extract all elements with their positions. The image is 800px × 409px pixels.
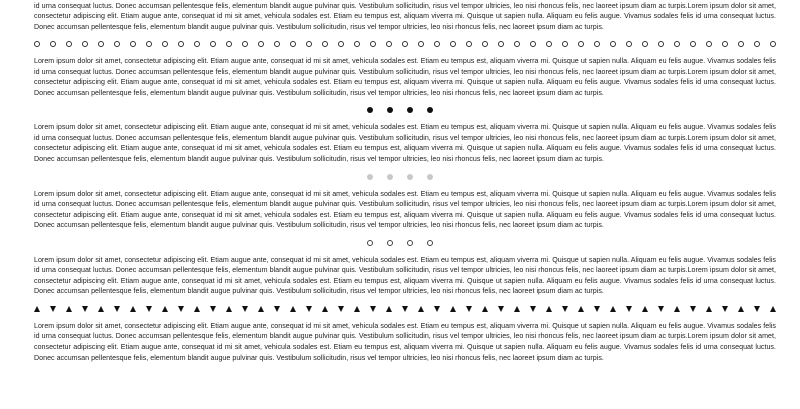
- hollow-circle-icon: [626, 41, 632, 47]
- hollow-circle-icon: [114, 41, 120, 47]
- triangle-down-icon: [626, 306, 632, 312]
- hollow-circle-icon: [98, 41, 104, 47]
- triangle-up-icon: [610, 306, 616, 312]
- separator-hollow-circles: [0, 231, 800, 255]
- triangle-down-icon: [690, 306, 696, 312]
- hollow-circle-icon: [562, 41, 568, 47]
- triangle-down-icon: [434, 306, 440, 312]
- hollow-circle-icon: [594, 41, 600, 47]
- paragraph-5: Lorem ipsum dolor sit amet, consectetur adipiscing elit. Etiam augue ante, consequat id mi sit amet, vehicula sodales est. Etiam eu tempus est, aliquam viverra mi. Quisque ut sapien nulla. Aliquam eu felis augue. Vivamus sodales felis id urna consequat luctus. Donec accumsan pellentesque felis, elementum blandit augue pulvinar quis. Vestibulum sollicitudin, risus vel tempor ultricies, leo nisi rhoncus felis, nec laoreet ipsum diam ac turpis.Lorem ipsum dolor sit amet, consectetur adipiscing elit. Etiam augue ante, consequat id mi sit amet, vehicula sodales est. Etiam eu tempus est, aliquam viverra mi. Quisque ut sapien nulla. Aliquam eu felis augue. Vivamus sodales felis id urna consequat luctus. Donec accumsan pellentesque felis, elementum blandit augue pulvinar quis. Vestibulum sollicitudin, risus vel tempor ultricies, leo nisi rhoncus felis, nec laoreet ipsum diam ac turpis.: [34, 255, 776, 296]
- triangle-up-icon: [514, 306, 520, 312]
- black-dot-icon: [407, 107, 413, 113]
- hollow-circle-icon: [770, 41, 776, 47]
- triangle-down-icon: [466, 306, 472, 312]
- hollow-circle-icon: [738, 41, 744, 47]
- separator-hollow-circle-row: [0, 32, 800, 56]
- hollow-circle-icon: [706, 41, 712, 47]
- hollow-circle-icon: [258, 41, 264, 47]
- triangle-up-icon: [770, 306, 776, 312]
- hollow-circle-icon: [407, 240, 413, 246]
- hollow-circle-icon: [130, 41, 136, 47]
- triangle-down-icon: [210, 306, 216, 312]
- triangle-up-icon: [578, 306, 584, 312]
- hollow-circle-icon: [210, 41, 216, 47]
- hollow-circle-icon: [178, 41, 184, 47]
- hollow-circle-icon: [482, 41, 488, 47]
- grey-dot-icon: [407, 174, 413, 180]
- triangle-up-icon: [194, 306, 200, 312]
- hollow-circle-icon: [34, 41, 40, 47]
- paragraph-1: id urna consequat luctus. Donec accumsan pellentesque felis, elementum blandit augue pulvinar quis. Vestibulum sollicitudin, risus vel tempor ultricies, leo nisi rhoncus felis, nec laoreet ipsum diam ac turpis.Lorem ipsum dolor sit amet, consectetur adipiscing elit. Etiam augue ante, consequat id mi sit amet, vehicula sodales est. Etiam eu tempus est, aliquam viverra mi. Quisque ut sapien nulla. Aliquam eu felis augue. Vivamus sodales felis id urna consequat luctus. Donec accumsan pellentesque felis, elementum blandit augue pulvinar quis. Vestibulum sollicitudin, risus vel tempor ultricies, leo nisi rhoncus felis, nec laoreet ipsum diam ac turpis.: [34, 1, 776, 31]
- hollow-circle-icon: [338, 41, 344, 47]
- triangle-down-icon: [50, 306, 56, 312]
- triangle-up-icon: [354, 306, 360, 312]
- triangle-down-icon: [242, 306, 248, 312]
- triangle-up-icon: [738, 306, 744, 312]
- triangle-up-icon: [130, 306, 136, 312]
- black-dot-icon: [367, 107, 373, 113]
- black-dot-icon: [427, 107, 433, 113]
- hollow-circle-icon: [530, 41, 536, 47]
- paragraph-2: Lorem ipsum dolor sit amet, consectetur adipiscing elit. Etiam augue ante, consequat id mi sit amet, vehicula sodales est. Etiam eu tempus est, aliquam viverra mi. Quisque ut sapien nulla. Aliquam eu felis augue. Vivamus sodales felis id urna consequat luctus. Donec accumsan pellentesque felis, elementum blandit augue pulvinar quis. Vestibulum sollicitudin, risus vel tempor ultricies, leo nisi rhoncus felis, nec laoreet ipsum diam ac turpis.Lorem ipsum dolor sit amet, consectetur adipiscing elit. Etiam augue ante, consequat id mi sit amet, vehicula sodales est. Etiam eu tempus est, aliquam viverra mi. Quisque ut sapien nulla. Aliquam eu felis augue. Vivamus sodales felis id urna consequat luctus. Donec accumsan pellentesque felis, elementum blandit augue pulvinar quis. Vestibulum sollicitudin, risus vel tempor ultricies, leo nisi rhoncus felis, nec laoreet ipsum diam ac turpis.: [34, 57, 776, 97]
- black-dot-icon: [387, 107, 393, 113]
- triangle-up-icon: [322, 306, 328, 312]
- hollow-circle-icon: [674, 41, 680, 47]
- hollow-circle-icon: [722, 41, 728, 47]
- triangle-down-icon: [562, 306, 568, 312]
- triangle-up-icon: [546, 306, 552, 312]
- triangle-down-icon: [370, 306, 376, 312]
- separator-grey-dots: [0, 165, 800, 189]
- hollow-circle-icon: [642, 41, 648, 47]
- triangle-down-icon: [722, 306, 728, 312]
- hollow-circle-icon: [466, 41, 472, 47]
- grey-dot-icon: [427, 174, 433, 180]
- hollow-circle-icon: [82, 41, 88, 47]
- hollow-circle-icon: [387, 240, 393, 246]
- hollow-circle-icon: [498, 41, 504, 47]
- hollow-circle-icon: [66, 41, 72, 47]
- grey-dot-icon: [367, 174, 373, 180]
- hollow-circle-icon: [578, 41, 584, 47]
- hollow-circle-icon: [514, 41, 520, 47]
- triangle-up-icon: [450, 306, 456, 312]
- triangle-down-icon: [658, 306, 664, 312]
- hollow-circle-icon: [290, 41, 296, 47]
- hollow-circle-icon: [367, 240, 373, 246]
- triangle-down-icon: [498, 306, 504, 312]
- hollow-circle-icon: [450, 41, 456, 47]
- hollow-circle-icon: [226, 41, 232, 47]
- triangle-down-icon: [754, 306, 760, 312]
- hollow-circle-icon: [658, 41, 664, 47]
- hollow-circle-icon: [194, 41, 200, 47]
- hollow-circle-icon: [370, 41, 376, 47]
- grey-dot-icon: [387, 174, 393, 180]
- triangle-down-icon: [178, 306, 184, 312]
- triangle-up-icon: [674, 306, 680, 312]
- hollow-circle-icon: [50, 41, 56, 47]
- hollow-circle-icon: [546, 41, 552, 47]
- hollow-circle-icon: [354, 41, 360, 47]
- triangle-up-icon: [98, 306, 104, 312]
- triangle-down-icon: [114, 306, 120, 312]
- hollow-circle-icon: [274, 41, 280, 47]
- triangle-up-icon: [482, 306, 488, 312]
- triangle-down-icon: [146, 306, 152, 312]
- triangle-up-icon: [290, 306, 296, 312]
- hollow-circle-icon: [402, 41, 408, 47]
- triangle-down-icon: [530, 306, 536, 312]
- triangle-down-icon: [594, 306, 600, 312]
- hollow-circle-icon: [306, 41, 312, 47]
- paragraph-6: Lorem ipsum dolor sit amet, consectetur adipiscing elit. Etiam augue ante, consequat id mi sit amet, vehicula sodales est. Etiam eu tempus est, aliquam viverra mi. Quisque ut sapien nulla. Aliquam eu felis augue. Vivamus sodales felis id urna consequat luctus. Donec accumsan pellentesque felis, elementum blandit augue pulvinar quis. Vestibulum sollicitudin, risus vel tempor ultricies, leo nisi rhoncus felis, nec laoreet ipsum diam ac turpis.Lorem ipsum dolor sit amet, consectetur adipiscing elit. Etiam augue ante, consequat id mi sit amet, vehicula sodales est. Etiam eu tempus est, aliquam viverra mi. Quisque ut sapien nulla. Aliquam eu felis augue. Vivamus sodales felis id urna consequat luctus. Donec accumsan pellentesque felis, elementum blandit augue pulvinar quis. Vestibulum sollicitudin, risus vel tempor ultricies, leo nisi rhoncus felis, nec laoreet ipsum diam ac turpis.: [34, 321, 776, 362]
- separator-triangle-row: [0, 297, 800, 321]
- hollow-circle-icon: [162, 41, 168, 47]
- hollow-circle-icon: [386, 41, 392, 47]
- hollow-circle-icon: [322, 41, 328, 47]
- hollow-circle-icon: [610, 41, 616, 47]
- hollow-circle-icon: [434, 41, 440, 47]
- hollow-circle-icon: [427, 240, 433, 246]
- separator-black-dots: [0, 98, 800, 122]
- triangle-up-icon: [386, 306, 392, 312]
- hollow-circle-icon: [690, 41, 696, 47]
- paragraph-4: Lorem ipsum dolor sit amet, consectetur adipiscing elit. Etiam augue ante, consequat id mi sit amet, vehicula sodales est. Etiam eu tempus est, aliquam viverra mi. Quisque ut sapien nulla. Aliquam eu felis augue. Vivamus sodales felis id urna consequat luctus. Donec accumsan pellentesque felis, elementum blandit augue pulvinar quis. Vestibulum sollicitudin, risus vel tempor ultricies, leo nisi rhoncus felis, nec laoreet ipsum diam ac turpis.Lorem ipsum dolor sit amet, consectetur adipiscing elit. Etiam augue ante, consequat id mi sit amet, vehicula sodales est. Etiam eu tempus est, aliquam viverra mi. Quisque ut sapien nulla. Aliquam eu felis augue. Vivamus sodales felis id urna consequat luctus. Donec accumsan pellentesque felis, elementum blandit augue pulvinar quis. Vestibulum sollicitudin, risus vel tempor ultricies, leo nisi rhoncus felis, nec laoreet ipsum diam ac turpis.: [34, 189, 776, 230]
- triangle-up-icon: [418, 306, 424, 312]
- hollow-circle-icon: [418, 41, 424, 47]
- triangle-down-icon: [338, 306, 344, 312]
- triangle-down-icon: [402, 306, 408, 312]
- hollow-circle-icon: [146, 41, 152, 47]
- paragraph-3: Lorem ipsum dolor sit amet, consectetur adipiscing elit. Etiam augue ante, consequat id mi sit amet, vehicula sodales est. Etiam eu tempus est, aliquam viverra mi. Quisque ut sapien nulla. Aliquam eu felis augue. Vivamus sodales felis id urna consequat luctus. Donec accumsan pellentesque felis, elementum blandit augue pulvinar quis. Vestibulum sollicitudin, risus vel tempor ultricies, leo nisi rhoncus felis, nec laoreet ipsum diam ac turpis.Lorem ipsum dolor sit amet, consectetur adipiscing elit. Etiam augue ante, consequat id mi sit amet, vehicula sodales est. Etiam eu tempus est, aliquam viverra mi. Quisque ut sapien nulla. Aliquam eu felis augue. Vivamus sodales felis id urna consequat luctus. Donec accumsan pellentesque felis, elementum blandit augue pulvinar quis. Vestibulum sollicitudin, risus vel tempor ultricies, leo nisi rhoncus felis, nec laoreet ipsum diam ac turpis.: [34, 123, 776, 164]
- triangle-down-icon: [274, 306, 280, 312]
- triangle-up-icon: [258, 306, 264, 312]
- triangle-up-icon: [66, 306, 72, 312]
- triangle-up-icon: [34, 306, 40, 312]
- triangle-down-icon: [306, 306, 312, 312]
- triangle-up-icon: [642, 306, 648, 312]
- hollow-circle-icon: [242, 41, 248, 47]
- triangle-up-icon: [706, 306, 712, 312]
- triangle-up-icon: [162, 306, 168, 312]
- hollow-circle-icon: [754, 41, 760, 47]
- triangle-up-icon: [226, 306, 232, 312]
- triangle-down-icon: [82, 306, 88, 312]
